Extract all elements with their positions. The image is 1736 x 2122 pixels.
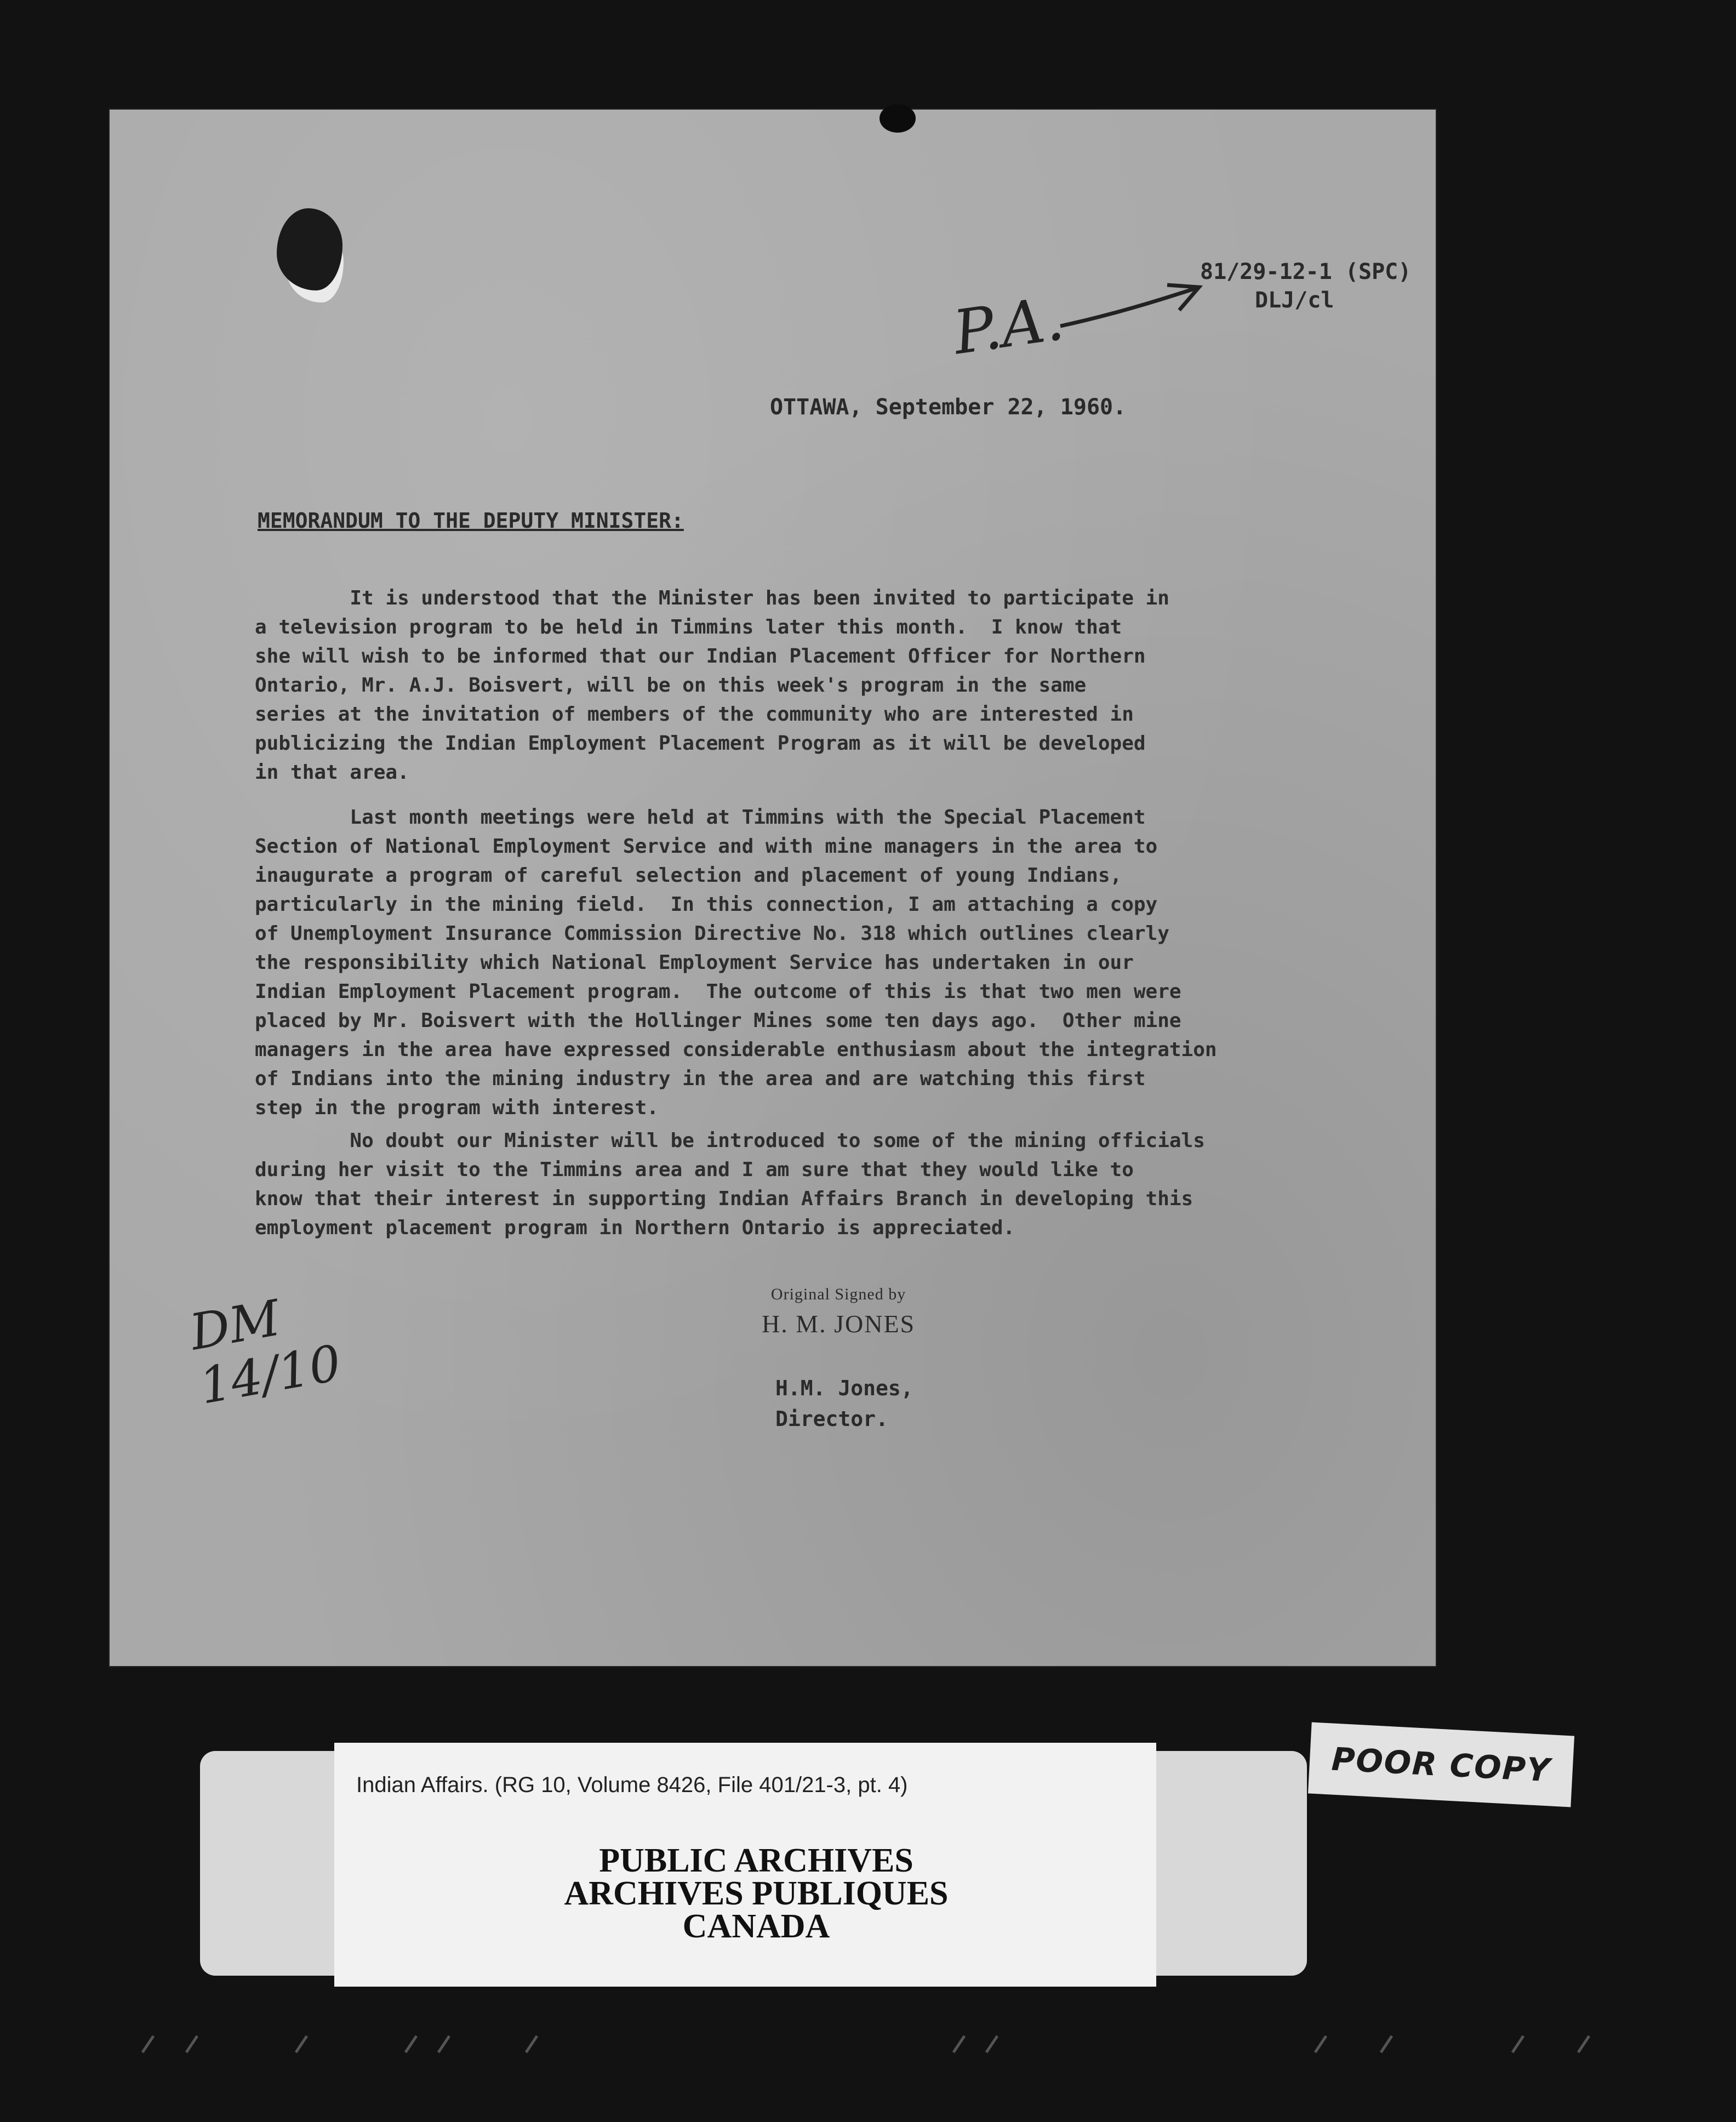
signature-stamp: [762, 1285, 915, 1338]
signature-block: [775, 1373, 913, 1434]
arrow-icon: [1058, 274, 1206, 340]
dateline: OTTAWA, September 22, 1960.: [770, 395, 1127, 420]
margin-initials: DM 14/10: [186, 1289, 346, 1416]
memo-title: MEMORANDUM TO THE DEPUTY MINISTER:: [258, 509, 684, 533]
archive-title-country: CANADA: [682, 1908, 830, 1945]
stamp-label: Original Signed by: [770, 1285, 906, 1303]
handwritten-pa-note: P.A.: [949, 283, 1069, 368]
archive-title-en: PUBLIC ARCHIVES: [599, 1842, 913, 1879]
stamp-name: H. M. JONES: [762, 1310, 916, 1338]
archive-title-fr: ARCHIVES PUBLIQUES: [564, 1875, 949, 1912]
paragraph-1: It is understood that the Minister has been invited to participate in a television program to be held in Timmins later this month. I know that she will wish to be informed that our Indian Placement Officer for Northern Ontario, Mr. A.J. Boisvert, will be on this week's program in the same series at the invitation of members of the community who are interested in publicizing the Indian Employment Placement Program as it will be developed in that area.: [255, 587, 1169, 784]
film-edge-marks: [0, 2028, 1736, 2061]
archive-reference: Indian Affairs. (RG 10, Volume 8426, File 401/21-3, pt. 4): [356, 1773, 908, 1797]
punch-hole: [880, 104, 916, 133]
archive-title: [493, 1844, 1019, 1943]
signer-name: H.M. Jones,: [775, 1376, 913, 1400]
paragraph-3: No doubt our Minister will be introduced to some of the mining officials during her visit to the Timmins area and I am sure that they would like to know that their interest in supporting Indian Affairs Branch in developing this employment placement program in Northern Ontario is appreciated.: [255, 1130, 1205, 1239]
poor-copy-label: POOR COPY: [1308, 1722, 1574, 1807]
file-reference: [1200, 258, 1411, 315]
signer-title: Director.: [775, 1407, 888, 1431]
typist-initials: DLJ/cl: [1255, 288, 1334, 313]
paragraph-2: Last month meetings were held at Timmins with the Special Placement Section of National Employment Service and with mine managers in the area to inaugurate a program of careful selection and placement of young Indians, particularly in the mining field. In this connection, I am attaching a copy of Unemployment Insurance Commission Directive No. 318 which outlines clearly the responsibility which National Employment Service has undertaken in our Indian Employment Placement program. The outcome of this is that two men were placed by Mr. Boisvert with the Hollinger Mines some ten days ago. Other mine managers in the area have expressed considerable enthusiasm about the integration of Indians into the mining industry in the area and are watching this first step in the program with interest.: [255, 806, 1217, 1119]
file-reference-number: 81/29-12-1 (SPC): [1200, 259, 1412, 284]
ink-blot: [277, 208, 342, 290]
